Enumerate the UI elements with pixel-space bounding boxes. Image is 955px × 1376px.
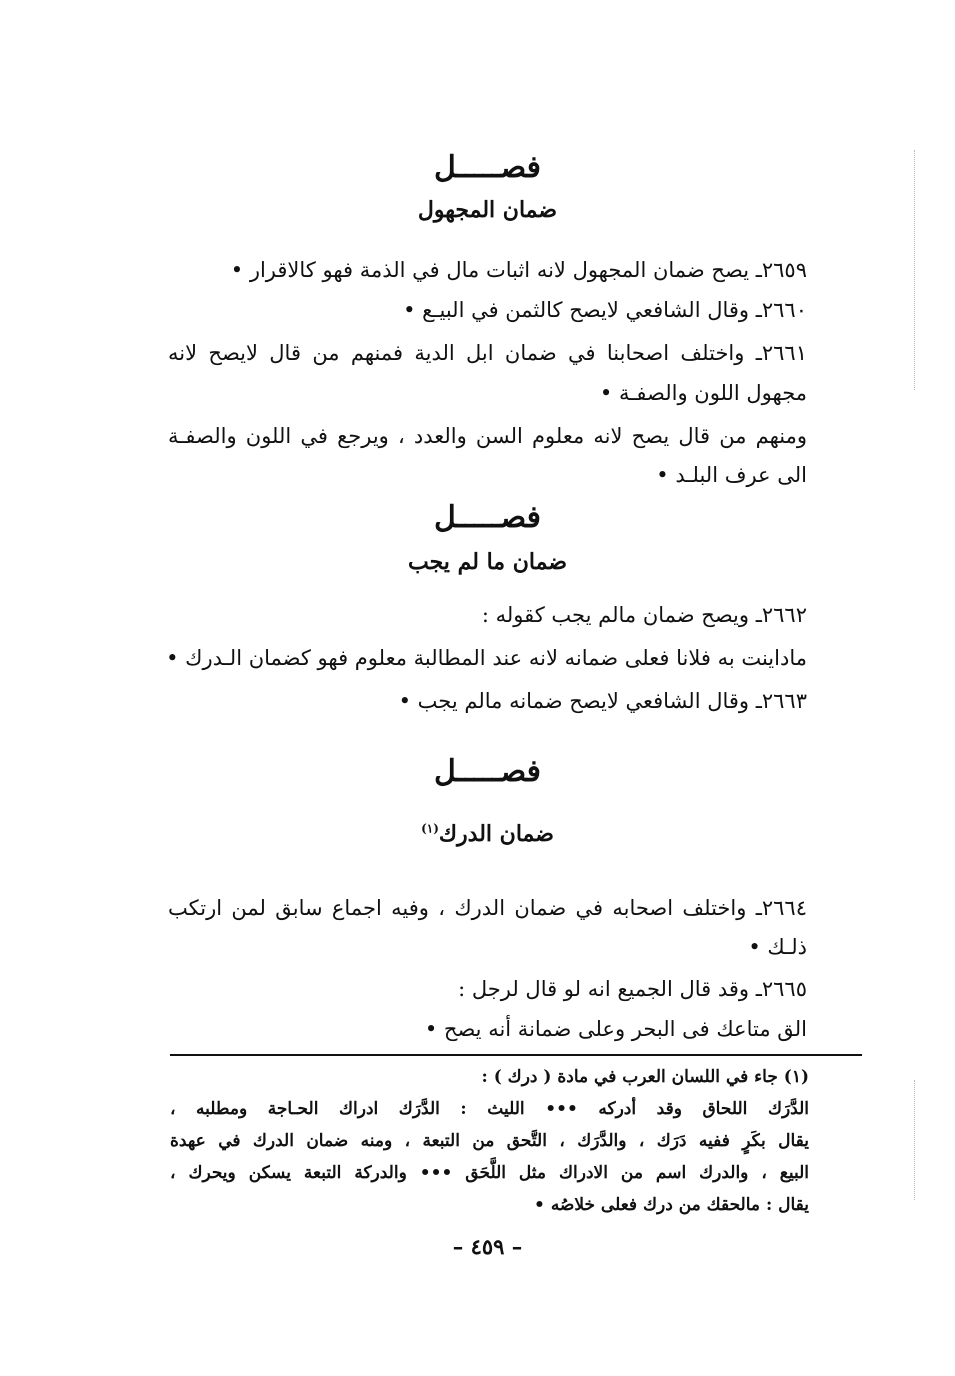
section-title-3 (168, 818, 807, 850)
paragraph-2661-cont-line-1: ومنهم من قال يصح لانه معلوم السن والعدد ، ويرجع في اللون والصفـة (168, 424, 807, 448)
paragraph-2661-cont-line-2: الى عرف البلـد • (656, 463, 807, 487)
paragraph-2664-line-2: ذلـك • (748, 935, 807, 959)
footnote-line-4: البيع ، والدرك اسم من الادراك مثل اللَّحَق ••• والدركة التبعة يسكن ويحرك ، (170, 1163, 809, 1183)
scan-edge-mark (914, 150, 915, 390)
paragraph-2662-cont: ماداينت به فلانا فعلى ضمانه لانه عند المطالبة معلوم فهو كضمان الـدرك • (166, 646, 807, 670)
paragraph-2661-line-2: مجهول اللون والصفـة • (599, 381, 807, 405)
section-heading-1: فصـــــل (433, 150, 542, 185)
footnote-reference: (١) (421, 821, 439, 836)
page-number: – ٤٥٩ – (452, 1234, 523, 1259)
paragraph-2664-line-1: ٢٦٦٤ـ واختلف اصحابه في ضمان الدرك ، وفيه اجماع سابق لمن ارتكب (168, 896, 807, 920)
section-title-1: ضمان المجهول (417, 197, 558, 223)
paragraph-2665-cont: الق متاعك فى البحر وعلى ضمانة أنه يصح • (424, 1017, 807, 1041)
paragraph-2665: ٢٦٦٥ـ وقد قال الجميع انه لو قال لرجل : (458, 977, 807, 1001)
footnote-separator (170, 1054, 862, 1056)
scan-edge-mark-lower (914, 1080, 915, 1200)
paragraph-2660: ٢٦٦٠ـ وقال الشافعي لايصح كالثمن في البيـع • (403, 298, 807, 322)
section-title-3-text: ضمان الدرك (438, 821, 554, 847)
section-heading-2: فصـــــل (433, 500, 542, 535)
paragraph-2659: ٢٦٥٩ـ يصح ضمان المجهول لانه اثبات مال في الذمة فهو كالاقرار • (230, 258, 807, 282)
paragraph-2661-line-1: ٢٦٦١ـ واختلف اصحابنا في ضمان ابل الدية فمنهم من قال لايصح لانه (168, 341, 807, 365)
footnote-line-5: يقال : مالحقك من درك فعلى خلاصُه • (534, 1195, 809, 1215)
footnote-line-1: (١) جاء في اللسان العرب في مادة ( درك ) : (481, 1067, 809, 1087)
section-title-2: ضمان ما لم يجب (408, 549, 567, 575)
paragraph-2662: ٢٦٦٢ـ ويصح ضمان مالم يجب كقوله : (481, 603, 807, 627)
footnote-line-3: يقال بكَرٍ ففيه دَرَك ، والدَّرَك ، التَّحق من التبعة ، ومنه ضمان الدرك في عهدة (170, 1131, 809, 1151)
paragraph-2663: ٢٦٦٣ـ وقال الشافعي لايصح ضمانه مالم يجب • (398, 689, 807, 713)
section-heading-3: فصـــــل (433, 754, 542, 789)
footnote-line-2: الدَّرَك اللحاق وقد أدركه ••• الليث : الدَّرَك ادراك الحـاجة ومطلبه ، (170, 1099, 809, 1119)
